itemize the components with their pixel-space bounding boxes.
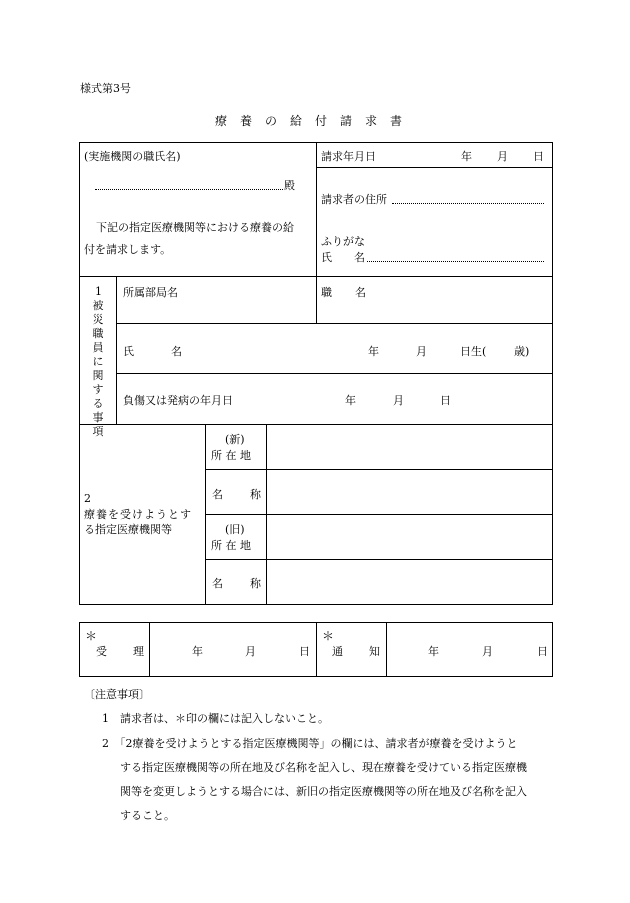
old-name-label-1: 名: [212, 577, 223, 590]
notes-item2-line2: する指定医療機関等の所在地及び名称を記入し、現在療養を受けている指定医療機: [120, 761, 527, 774]
notice-month-unit: 月: [482, 645, 493, 658]
notice-label-1: 通: [332, 645, 343, 658]
new-location-label: 所 在 地: [211, 449, 251, 462]
claimant-name-field[interactable]: [367, 261, 544, 262]
receipt-month-unit: 月: [245, 645, 256, 658]
injury-year-unit: 年: [345, 394, 356, 407]
section2-title-line1: 療養を受けようとす: [84, 508, 192, 521]
position-label-1: 職: [321, 286, 332, 299]
old-label: (旧): [225, 523, 245, 536]
notes-item2-line4: すること。: [120, 809, 175, 822]
age-suffix: 歳): [514, 345, 530, 358]
notes-item1: 1 請求者は、＊印の欄には記入しないこと。: [102, 712, 329, 725]
honorific: 殿: [284, 179, 295, 192]
claim-year-unit: 年: [461, 150, 472, 163]
notice-year-unit: 年: [428, 645, 439, 658]
notice-asterisk: ＊: [322, 629, 335, 643]
address-field[interactable]: [392, 203, 544, 204]
furigana-label: ふりがな: [321, 235, 365, 248]
agency-name-field[interactable]: [95, 189, 283, 190]
employee-name-label-1: 氏: [123, 345, 134, 358]
claim-date-label: 請求年月日: [321, 150, 376, 163]
injury-day-unit: 日: [440, 394, 451, 407]
agency-label: (実施機関の職氏名): [84, 150, 181, 163]
employee-name-label-2: 名: [171, 345, 182, 358]
notes-item2-line1: 2 「2療養を受けようとする指定医療機関等」の欄には、請求者が療養を受けようと: [102, 737, 518, 750]
section2-number: 2: [84, 492, 91, 505]
notes-item2-line3: 関等を変更しようとする場合には、新旧の指定医療機関等の所在地及び名称を記入: [120, 785, 527, 798]
notice-day-unit: 日: [537, 645, 548, 658]
document-title: 療養の給付請求書: [214, 114, 415, 128]
birth-year-unit: 年: [368, 345, 379, 358]
position-label-2: 名: [355, 286, 366, 299]
address-label: 請求者の住所: [321, 193, 387, 206]
injury-month-unit: 月: [393, 394, 404, 407]
notice-label-2: 知: [369, 645, 380, 658]
new-name-label-1: 名: [212, 488, 223, 501]
claim-month-unit: 月: [497, 150, 508, 163]
injury-date-label: 負傷又は発病の年月日: [123, 394, 233, 407]
birth-month-unit: 月: [416, 345, 427, 358]
receipt-asterisk: ＊: [85, 629, 98, 643]
claimant-name-label-1: 氏: [321, 251, 332, 264]
receipt-label-1: 受: [96, 645, 107, 658]
request-text-line1: 下記の指定医療機関等における療養の給: [96, 221, 294, 234]
claimant-name-label-2: 名: [354, 251, 365, 264]
section2-title-line2: る指定医療機関等: [84, 523, 172, 536]
form-number: 様式第3号: [80, 82, 131, 95]
notes-heading: 〔注意事項〕: [84, 688, 150, 701]
request-text-line2: 付を請求します。: [84, 243, 172, 256]
new-name-label-2: 称: [250, 488, 261, 501]
section1-vertical-title: 被 災 職 員 に 関 す る 事 項: [92, 299, 104, 438]
department-label: 所属部局名: [123, 286, 178, 299]
claim-day-unit: 日: [533, 150, 544, 163]
receipt-label-2: 理: [133, 645, 144, 658]
birth-day-suffix: 日生(: [460, 345, 487, 358]
receipt-year-unit: 年: [192, 645, 203, 658]
section1-number: 1: [95, 285, 102, 298]
old-name-label-2: 称: [250, 577, 261, 590]
new-label: (新): [225, 433, 245, 446]
receipt-day-unit: 日: [299, 645, 310, 658]
old-location-label: 所 在 地: [211, 539, 251, 552]
